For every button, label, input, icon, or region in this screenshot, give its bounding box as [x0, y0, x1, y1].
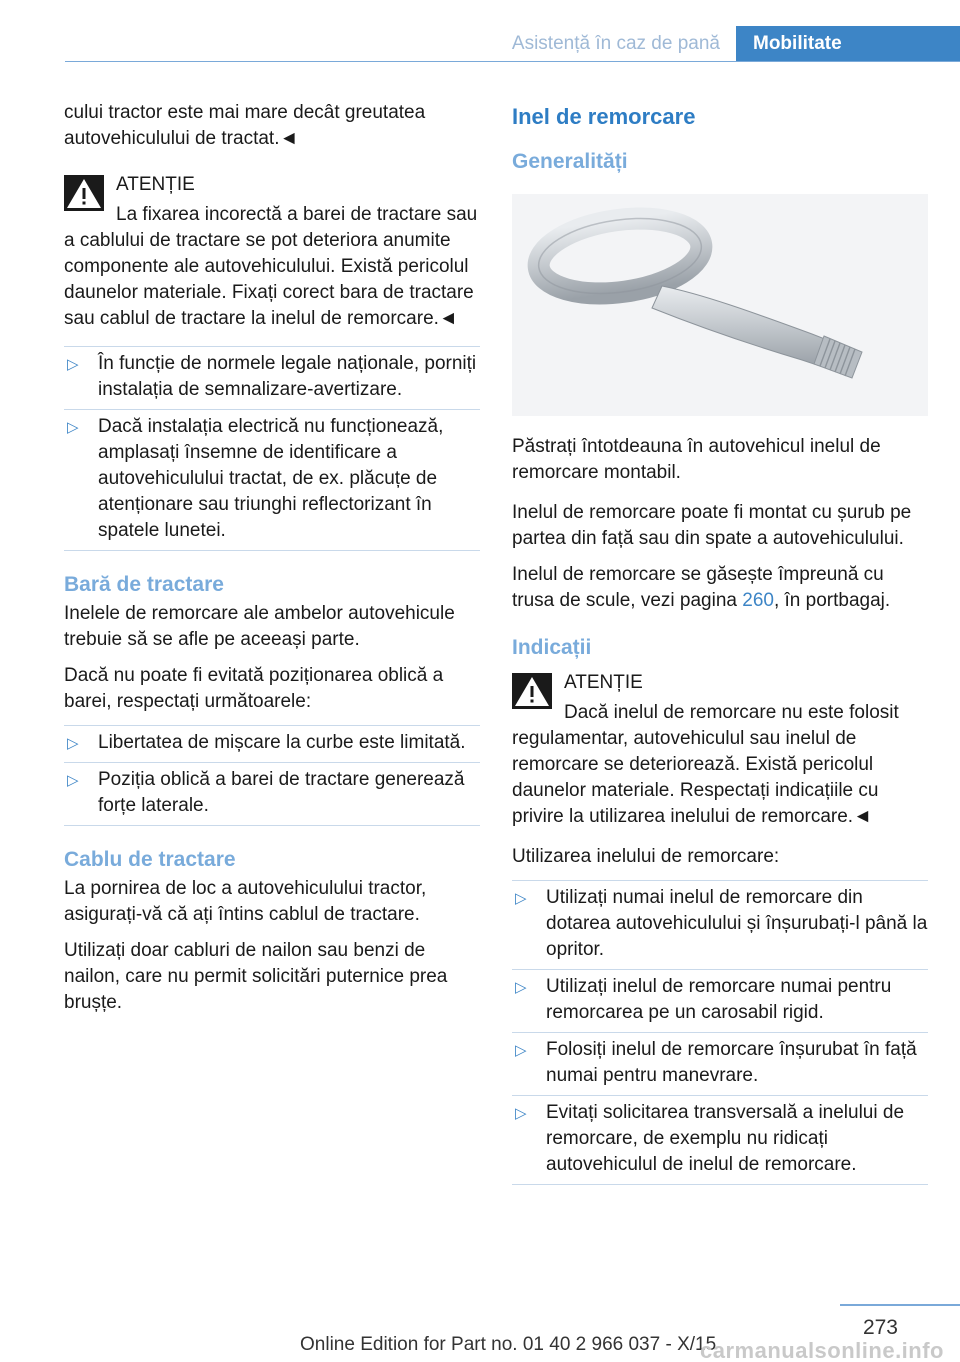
bullet-list — [64, 346, 480, 551]
right-column — [512, 100, 928, 1199]
generalitati-heading: Generalități — [512, 150, 628, 173]
list-item: ▷ Libertatea de mișcare la curbe este limitată. — [64, 726, 480, 763]
bullet-triangle-icon: ▷ — [67, 772, 79, 789]
list-item: ▷ Utilizați numai inelul de remorcare din dotarea autovehiculului și înșurubați-l până la opritor. — [512, 881, 928, 970]
list-item: ▷ Poziția oblică a barei de tractare generează forțe laterale. — [64, 763, 480, 826]
warning-box — [512, 670, 928, 830]
header-section-title: Asistență în caz de pană — [511, 33, 720, 54]
header-rule — [65, 61, 960, 62]
warning-text: La fixarea incorectă a barei de tractare sau a cablului de tractare se pot deteriora anumite componente ale autovehiculului. Există pericolul daunelor materiale. Fixați corect bara de tractare sau cablul de tractare la inelul de remorcare.◄ — [64, 204, 478, 329]
warning-title: ATENȚIE — [564, 672, 643, 693]
warning-title: ATENȚIE — [116, 174, 195, 195]
section-heading: Inel de remorcare — [512, 104, 696, 129]
header-chapter-tab: Mobilitate — [736, 26, 960, 61]
bara-heading: Bară de tractare — [64, 573, 224, 596]
bullet-triangle-icon: ▷ — [67, 356, 79, 373]
bullet-triangle-icon: ▷ — [515, 890, 527, 907]
list-item: ▷ Dacă instalația electrică nu funcționează, amplasați însemne de identificare a autovehiculului tractat, de ex. plăcuțe de atenționare sau triunghi reflectorizant în spatele lunetei. — [64, 410, 480, 551]
generalitati-paragraph-3: Inelul de remorcare se găsește împreună cu trusa de scule, vezi pagina 260, în portbagaj. — [512, 564, 891, 611]
footer-rule — [840, 1304, 960, 1306]
bullet-triangle-icon: ▷ — [515, 979, 527, 996]
warning-triangle-icon — [512, 673, 552, 709]
bullet-triangle-icon: ▷ — [67, 419, 79, 436]
list-item: ▷ Evitați solicitarea transversală a inelului de remorcare, de exemplu nu ridicați autovehiculul de inelul de remorcare. — [512, 1096, 928, 1185]
intro-paragraph: cului tractor este mai mare decât greutatea autovehiculului de tractat.◄ — [64, 102, 426, 149]
warning-box — [64, 172, 480, 332]
bullet-triangle-icon: ▷ — [67, 735, 79, 752]
towing-eye-image — [512, 194, 928, 416]
towing-eye-illustration — [512, 194, 928, 416]
bara-paragraph-2: Dacă nu poate fi evitată poziționarea oblică a barei, respectați următoarele: — [64, 665, 444, 712]
generalitati-paragraph-1: Păstrați întotdeauna în autovehicul inelul de remorcare montabil. — [512, 436, 881, 483]
warning-triangle-icon — [64, 175, 104, 211]
warning-text: Dacă inelul de remorcare nu este folosit regulamentar, autovehiculul sau inelul de remorcare se deteriorează. Există pericolul daunelor materiale. Respectați indicațiile cu privire la utilizarea inelului de remorcare.◄ — [512, 702, 899, 827]
page-number: 273 — [862, 1316, 898, 1339]
list-item: ▷ Folosiți inelul de remorcare înșurubat în față numai pentru manevrare. — [512, 1033, 928, 1096]
generalitati-paragraph-2: Inelul de remorcare poate fi montat cu șurub pe partea din față sau din spate a autovehiculului. — [512, 502, 912, 549]
indicatii-heading: Indicații — [512, 636, 592, 659]
left-column — [64, 100, 480, 1026]
cablu-paragraph-2: Utilizați doar cabluri de nailon sau benzi de nailon, care nu permit solicitări puternice prea brușțe. — [64, 940, 448, 1013]
bullet-triangle-icon: ▷ — [515, 1042, 527, 1059]
bara-paragraph-1: Inelele de remorcare ale ambelor autovehicule trebuie să se afle pe aceeași parte. — [64, 603, 455, 650]
list-item: ▷ În funcție de normele legale naționale, porniți instalația de semnalizare-avertizare. — [64, 347, 480, 410]
cablu-heading: Cablu de tractare — [64, 848, 236, 871]
page-reference-link[interactable]: 260 — [742, 590, 774, 611]
edition-text: Online Edition for Part no. 01 40 2 966 037 - X/15 — [300, 1334, 717, 1355]
bullet-triangle-icon: ▷ — [515, 1105, 527, 1122]
cablu-paragraph-1: La pornirea de loc a autovehiculului tractor, asigurați-vă că ați întins cablul de tractare. — [64, 878, 427, 925]
list-item: ▷ Utilizați inelul de remorcare numai pentru remorcarea pe un carosabil rigid. — [512, 970, 928, 1033]
indicatii-list — [512, 880, 928, 1185]
indicatii-paragraph: Utilizarea inelului de remorcare: — [512, 846, 780, 867]
bara-list — [64, 725, 480, 826]
watermark: carmanualsonline.info — [700, 1338, 944, 1362]
